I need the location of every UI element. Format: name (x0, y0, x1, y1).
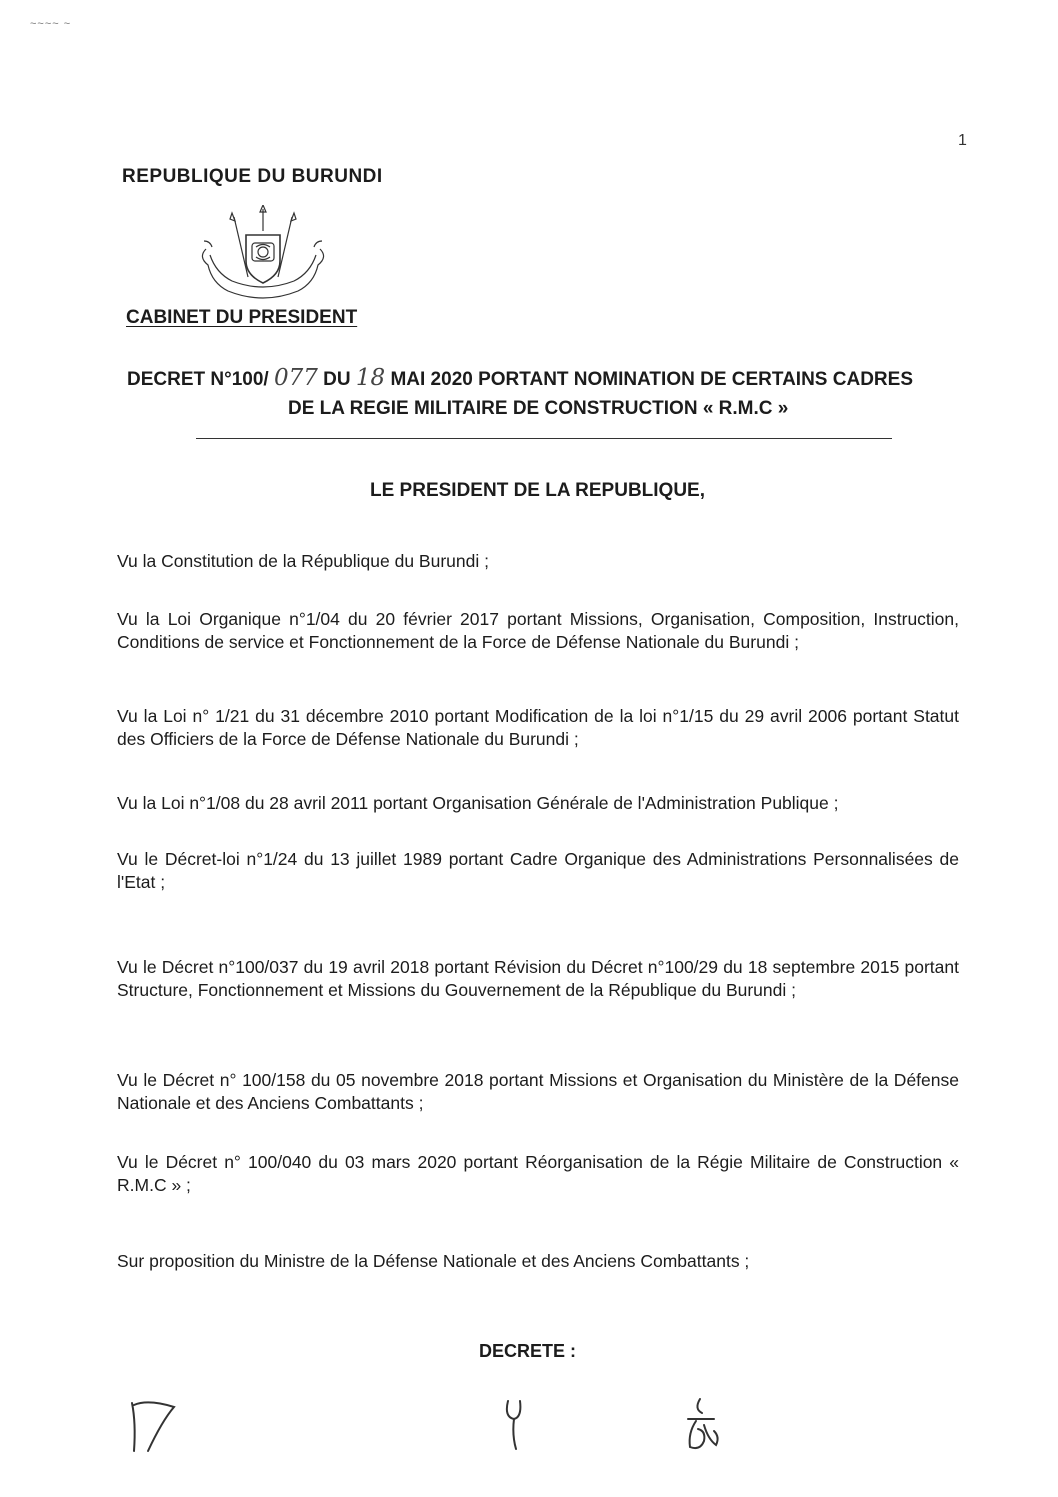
visa-paragraph: Vu le Décret-loi n°1/24 du 13 juillet 1989 portant Cadre Organique des Administrations Personnalisées de l'Etat ; (117, 849, 959, 892)
handwritten-initial-2 (500, 1395, 530, 1455)
visa-paragraph: Vu la Constitution de la République du Burundi ; (117, 551, 489, 571)
handwritten-day: 18 (355, 365, 386, 391)
title-divider (196, 438, 892, 439)
decree-title-line-1 (127, 365, 913, 391)
page-number: 1 (958, 132, 967, 149)
cabinet-heading: CABINET DU PRESIDENT (126, 307, 358, 328)
republic-heading: REPUBLIQUE DU BURUNDI (122, 166, 383, 187)
handwritten-initial-1 (126, 1395, 186, 1457)
handwritten-decree-number: 077 (273, 365, 318, 391)
proposal-paragraph: Sur proposition du Ministre de la Défense Nationale et des Anciens Combattants ; (117, 1251, 750, 1271)
decree-title-rest: MAI 2020 PORTANT NOMINATION DE CERTAINS CADRES (385, 369, 913, 390)
visa-paragraph: Vu le Décret n° 100/158 du 05 novembre 2018 portant Missions et Organisation du Ministère de la Défense Nationale et des Anciens Combattants ; (117, 1070, 959, 1113)
president-heading: LE PRESIDENT DE LA REPUBLIQUE, (370, 480, 705, 501)
decree-title-du: DU (317, 369, 356, 390)
scan-artifact: ~~~~ ~ (30, 18, 72, 30)
visa-paragraph: Vu la Loi Organique n°1/04 du 20 février 2017 portant Missions, Organisation, Composition, Instruction, Conditions de service et Fonctionnement de la Force de Défense Nationale du Burundi ; (117, 609, 959, 652)
handwritten-initial-3 (676, 1395, 726, 1459)
coat-of-arms-emblem (196, 205, 330, 305)
decrete-heading: DECRETE : (479, 1341, 577, 1361)
decree-title-prefix: DECRET N°100/ (127, 369, 274, 390)
visa-paragraph: Vu le Décret n°100/037 du 19 avril 2018 portant Révision du Décret n°100/29 du 18 septembre 2015 portant Structure, Fonctionnement et Missions du Gouvernement de la République du Burundi ; (117, 957, 959, 1000)
visa-paragraph: Vu le Décret n° 100/040 du 03 mars 2020 portant Réorganisation de la Régie Militaire de Construction « R.M.C » ; (117, 1152, 959, 1195)
visa-paragraph: Vu la Loi n° 1/21 du 31 décembre 2010 portant Modification de la loi n°1/15 du 29 avril 2006 portant Statut des Officiers de la Force de Défense Nationale du Burundi ; (117, 706, 959, 749)
decree-title-line-2: DE LA REGIE MILITAIRE DE CONSTRUCTION « R.M.C » (288, 398, 789, 419)
visa-paragraph: Vu la Loi n°1/08 du 28 avril 2011 portant Organisation Générale de l'Administration Publique ; (117, 793, 839, 813)
